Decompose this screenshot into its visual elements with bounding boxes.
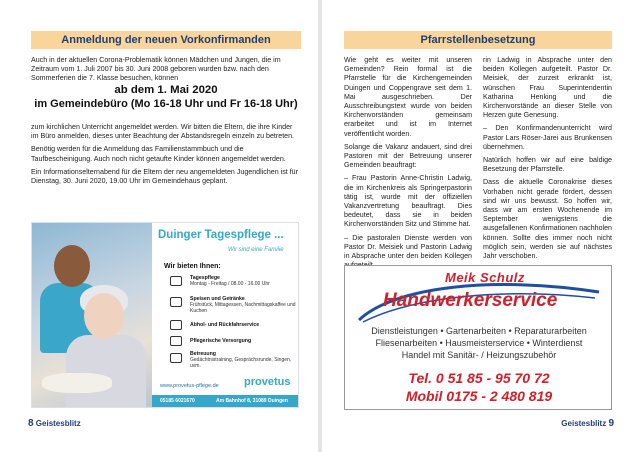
senior-head — [84, 293, 124, 339]
section-banner-pfarrstelle: Pfarrstellenbesetzung — [344, 31, 612, 49]
service-title: Speisen und Getränke — [190, 296, 245, 302]
services-line-2: Fliesenarbeiten • Hausmeisterservice • Winterdienst — [375, 338, 583, 348]
magazine-name: Geistesblitz — [561, 419, 607, 428]
paragraph-parents-evening: Ein Informationselternabend für die Eltern der neu angemeldeten Jugendlichen ist für Dienstag, 30. Juni 2020, 19.00 Uhr im Gemeindehaus geplant. — [31, 167, 298, 186]
paragraph-instructions: zum kirchlichen Unterricht angemeldet werden. Wir bitten die Eltern, die ihre Kinder im Büro anmelden, dieses unter Beachtung der Abstandsregeln einzeln zu betreten. — [31, 123, 295, 141]
article-column-2 — [483, 56, 612, 265]
handwerkerservice-advertisement — [344, 265, 612, 410]
ad-website-link[interactable]: www.provetus-pflege.de — [160, 383, 219, 389]
page-footer-right — [561, 418, 614, 429]
column-paragraph: Solange die Vakanz andauert, sind drei Pastoren mit der Betreuung unserer Gemeinden beauftragt: — [344, 142, 472, 170]
right-page — [322, 0, 640, 452]
owner-name: Meik Schulz — [445, 270, 525, 285]
page-number: 9 — [608, 418, 614, 429]
ad-offer-heading: Wir bieten Ihnen: — [164, 263, 221, 270]
intro-paragraph: Auch in der aktuellen Corona-Problematik können Mädchen und Jungen, die im Zeitraum vom 1. Juli 2007 bis 30. Juni 2008 geboren wurden bzw. nach den Sommerferien die 7. Klasse besuchen, können — [31, 56, 281, 83]
house-icon — [170, 276, 182, 286]
services-line-3: Handel mit Sanitär- / Heizungszubehör — [401, 350, 557, 360]
mobile-number: Mobil 0175 - 2 480 819 — [405, 388, 553, 404]
heart-icon — [170, 336, 182, 346]
telephone-number: Tel. 0 51 85 - 95 70 72 — [408, 370, 550, 386]
service-detail: Frühstück, Mittagessen, Nachmittagskaffee und Kuchen — [190, 302, 296, 314]
magazine-name: Geistesblitz — [35, 419, 81, 428]
column-paragraph: rin Ladwig in Absprache unter den beiden Kollegen aufgeteilt. Pastor Dr. Meisiek, der zurzeit erkrankt ist, wünschen Frau Superintendentin Katharina Henking und die Kirchenvorstände an dieser Stelle von Herzen gute Genesung. — [483, 56, 612, 120]
left-article-body — [31, 123, 301, 190]
ad-address: Am Bahnhof 8, 31089 Duingen — [216, 398, 288, 404]
column-paragraph: – Frau Pastorin Anne-Christin Ladwig, die im Kirchenkreis als Springerpastorin tätig ist, wurde mit der offiziellen Vakanzvertretung beauftragt. Dies bedeutet, dass sie in beiden Kirchenvorständen Sitz und Stimme hat. — [344, 174, 472, 229]
column-paragraph: Natürlich hoffen wir auf eine baldige Besetzung der Pfarrstelle. — [483, 156, 612, 174]
service-title: Abhol- und Rückfahrservice — [190, 322, 260, 328]
ad-title: Duinger Tagespflege ... — [158, 229, 284, 241]
caregiver-photo — [32, 223, 152, 408]
service-item — [190, 322, 299, 328]
food-tray — [42, 373, 112, 393]
car-icon — [170, 320, 182, 330]
column-paragraph: – Den Konfirmandenunterricht wird Pastor Lars Röser-Jarei aus Brunkensen übernehmen. — [483, 124, 612, 151]
service-detail: Montag - Freitag / 08.00 - 16.00 Uhr — [190, 281, 270, 287]
page-number: 8 — [28, 418, 34, 429]
nurse-head — [54, 245, 90, 287]
registration-date-headline: ab dem 1. Mai 2020 — [114, 84, 218, 96]
senior-figure — [66, 335, 146, 408]
service-item — [190, 351, 299, 369]
left-page — [0, 0, 318, 452]
registration-place-headline: im Gemeindebüro (Mo 16-18 Uhr und Fr 16-18 Uhr) — [34, 98, 298, 110]
service-item — [190, 275, 299, 287]
ad-subtitle: Wir sind eine Familie — [228, 247, 284, 253]
column-paragraph: Dass die aktuelle Coronakrise dieses Vorhaben nicht gerade fördert, dessen sind wir uns bewusst. So hoffen wir, dass wir am ersten Wochenende im September wenigstens die ausgefallenen Konfirmationen nachholen können. Sollte dies immer noch nicht möglich sein, werden sie auf nächstes Jahr verschoben. — [483, 178, 612, 261]
tagespflege-advertisement — [31, 222, 299, 408]
section-banner-vorkonfirmanden: Anmeldung der neuen Vorkonfirmanden — [31, 31, 301, 49]
people-icon — [170, 353, 182, 363]
service-title: Tagespflege — [190, 275, 220, 281]
paragraph-documents: Benötig werden für die Anmeldung das Familienstammbuch und die Taufbescheinigung. Auch noch nicht getaufte Kinder können angemeldet werden. — [31, 145, 286, 163]
cutlery-icon — [170, 297, 182, 307]
service-item — [190, 338, 299, 344]
provetus-logo: provetus — [244, 376, 291, 388]
service-title: Betreuung — [190, 351, 216, 357]
article-column-1 — [344, 56, 472, 274]
page-footer-left — [28, 418, 81, 429]
service-item — [190, 296, 299, 314]
services-line-1: Dienstleistungen • Gartenarbeiten • Reparaturarbeiten — [371, 326, 587, 336]
brand-name: Handwerkerservice — [383, 290, 558, 311]
column-paragraph: Wie geht es weiter mit unseren Gemeinden? Rein formal ist die Pfarrstelle für die Kirchengemeinden Duingen und Coppengrave seit dem 1. Mai ausgeschrieben. Der Ausschreibungstext wurde von beiden Kirchenvorständen gemeinsam erarbeitet und ist im Internet veröffentlicht worden. — [344, 56, 472, 138]
ad-phone: 05185 6021670 — [160, 398, 195, 404]
service-detail: Gedächtnistraining, Gesprächsrunde, Singen, uvm. — [190, 357, 292, 369]
column-paragraph: – Die pastoralen Dienste werden von Pastor Dr. Meisiek und Pastorin Ladwig in Absprache unter den beiden Kollegen — [344, 233, 472, 261]
service-title: Pflegerische Versorgung — [190, 338, 252, 344]
